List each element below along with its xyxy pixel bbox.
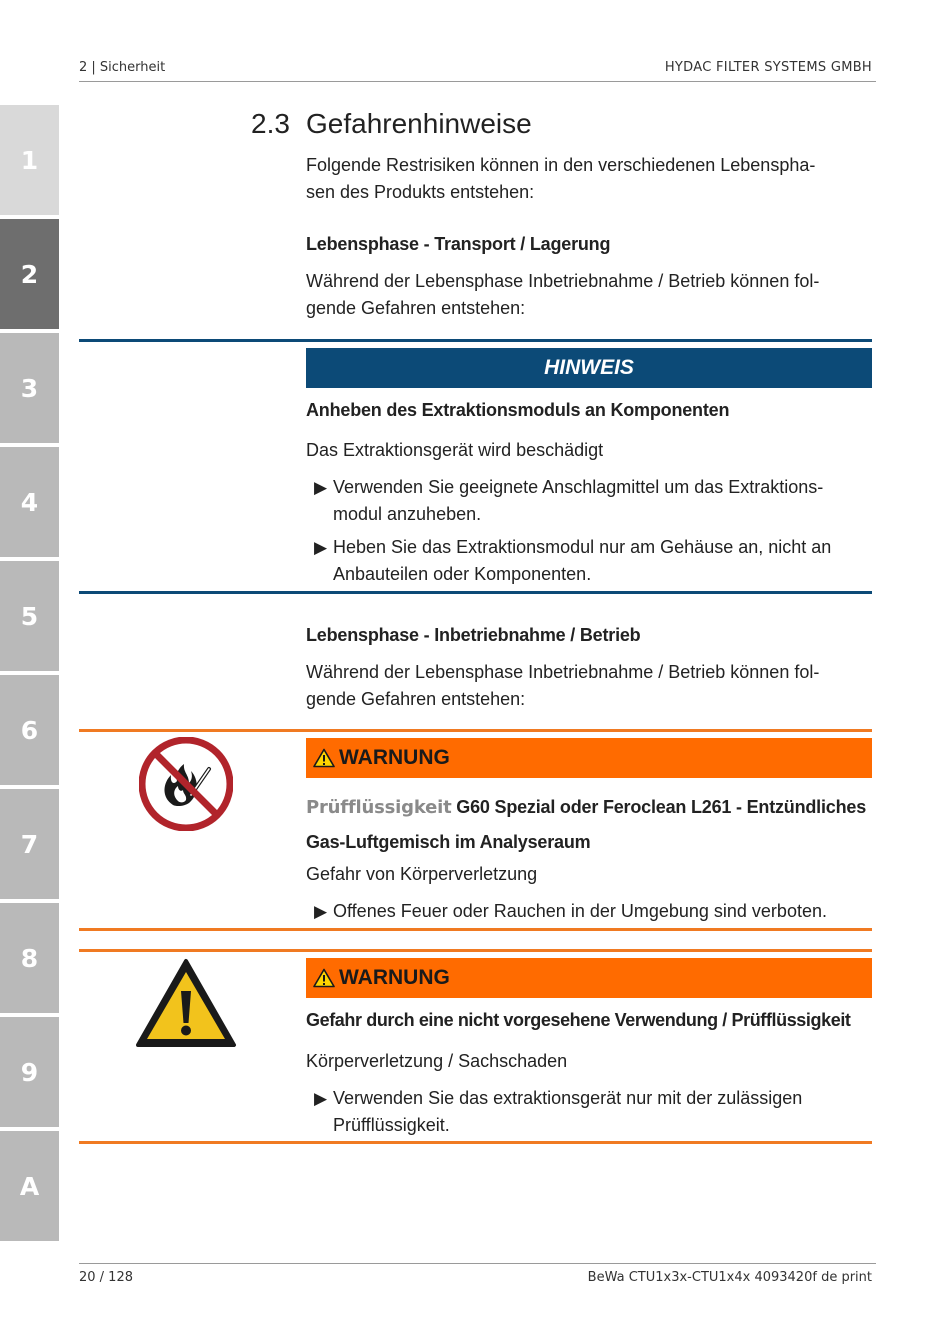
warning2-label: WARNUNG [339, 966, 450, 989]
section-title: Gefahrenhinweise [306, 108, 532, 139]
warning1-heading-grey: Prüfflüssigkeit [306, 797, 452, 818]
notice-consequence: Das Extraktionsgerät wird beschädigt [306, 440, 604, 460]
phase-operation-text [306, 659, 862, 713]
section-intro [306, 152, 862, 206]
warning2-bullet-1-line-1: Verwenden Sie das extraktionsgerät nur mit der zulässigen [333, 1088, 803, 1108]
notice-bottom-rule [79, 591, 872, 594]
section-intro-line-2: sen des Produkts entstehen: [306, 182, 535, 202]
phase-transport-text-line-2: gende Gefahren entstehen: [306, 298, 526, 318]
notice-label: HINWEIS [544, 356, 634, 379]
chapter-tab-3[interactable]: 3 [0, 333, 59, 443]
page-number: 20 / 128 [79, 1270, 133, 1285]
phase-operation-text-line-2: gende Gefahren entstehen: [306, 689, 526, 709]
warning1-heading-rest: G60 Spezial oder Feroclean L261 - Entzündliches [451, 797, 867, 817]
phase-operation-text-line-1: Während der Lebensphase Inbetriebnahme / Betrieb können fol- [306, 662, 820, 682]
phase-transport-heading: Lebensphase - Transport / Lagerung [306, 234, 611, 254]
chapter-tab-8[interactable]: 8 [0, 903, 59, 1013]
section-intro-line-1: Folgende Restrisiken können in den verschiedenen Lebenspha- [306, 155, 816, 175]
warning1-heading-line-2: Gas-Luftgemisch im Analyseraum [306, 832, 591, 852]
document-id: BeWa CTU1x3x-CTU1x4x 4093420f de print [587, 1270, 872, 1285]
triangle-right-icon: ▶ [314, 478, 328, 497]
warning2-bottom-rule [79, 1141, 872, 1144]
warning-triangle-icon [313, 748, 335, 768]
warning1-consequence: Gefahr von Körperverletzung [306, 864, 538, 884]
phase-operation-heading: Lebensphase - Inbetriebnahme / Betrieb [306, 625, 641, 645]
chapter-tab-2[interactable]: 2 [0, 219, 59, 329]
triangle-right-icon: ▶ [314, 538, 328, 557]
warning2-bullet-1-line-2: Prüfflüssigkeit. [333, 1115, 450, 1135]
section-number: 2.3 [251, 108, 290, 139]
notice-bullet-2-line-1: Heben Sie das Extraktionsmodul nur am Gehäuse an, nicht an [333, 537, 832, 557]
chapter-tab-7[interactable]: 7 [0, 789, 59, 899]
no-open-flame-icon [139, 737, 233, 831]
warning1-label-bar [306, 738, 872, 778]
notice-bullet-2 [314, 534, 874, 588]
warning2-top-rule [79, 949, 872, 952]
triangle-right-icon: ▶ [314, 902, 328, 921]
warning1-label: WARNUNG [339, 746, 450, 769]
warning2-bullet-1 [314, 1085, 874, 1139]
notice-top-rule [79, 339, 872, 342]
footer-divider [79, 1263, 876, 1264]
warning2-label-bar [306, 958, 872, 998]
chapter-tab-9[interactable]: 9 [0, 1017, 59, 1127]
notice-bullet-2-line-2: Anbauteilen oder Komponenten. [333, 564, 592, 584]
warning2-consequence: Körperverletzung / Sachschaden [306, 1051, 568, 1071]
warning-triangle-icon [313, 968, 335, 988]
chapter-tab-6[interactable]: 6 [0, 675, 59, 785]
warning1-bullet-1-text: Offenes Feuer oder Rauchen in der Umgebung sind verboten. [333, 901, 827, 921]
warning1-top-rule [79, 729, 872, 732]
notice-bullet-1-line-1: Verwenden Sie geeignete Anschlagmittel um das Extraktions- [333, 477, 824, 497]
warning2-heading: Gefahr durch eine nicht vorgesehene Verwendung / Prüfflüssigkeit [306, 1010, 851, 1030]
chapter-tab-a[interactable]: A [0, 1131, 59, 1241]
notice-label-bar [306, 348, 872, 388]
warning1-bottom-rule [79, 928, 872, 931]
warning1-heading [306, 790, 866, 859]
warning1-bullet-1 [314, 898, 874, 925]
notice-bullet-1 [314, 474, 874, 528]
header-right: HYDAC FILTER SYSTEMS GMBH [664, 60, 872, 75]
chapter-tab-4[interactable]: 4 [0, 447, 59, 557]
notice-heading: Anheben des Extraktionsmoduls an Komponenten [306, 400, 730, 420]
chapter-tab-1[interactable]: 1 [0, 105, 59, 215]
chapter-tab-5[interactable]: 5 [0, 561, 59, 671]
notice-bullet-1-line-2: modul anzuheben. [333, 504, 482, 524]
header-left: 2 | Sicherheit [79, 60, 166, 75]
phase-transport-text [306, 268, 862, 322]
general-warning-icon [134, 957, 238, 1049]
triangle-right-icon: ▶ [314, 1089, 328, 1108]
phase-transport-text-line-1: Während der Lebensphase Inbetriebnahme / Betrieb können fol- [306, 271, 820, 291]
header-divider [79, 81, 876, 82]
